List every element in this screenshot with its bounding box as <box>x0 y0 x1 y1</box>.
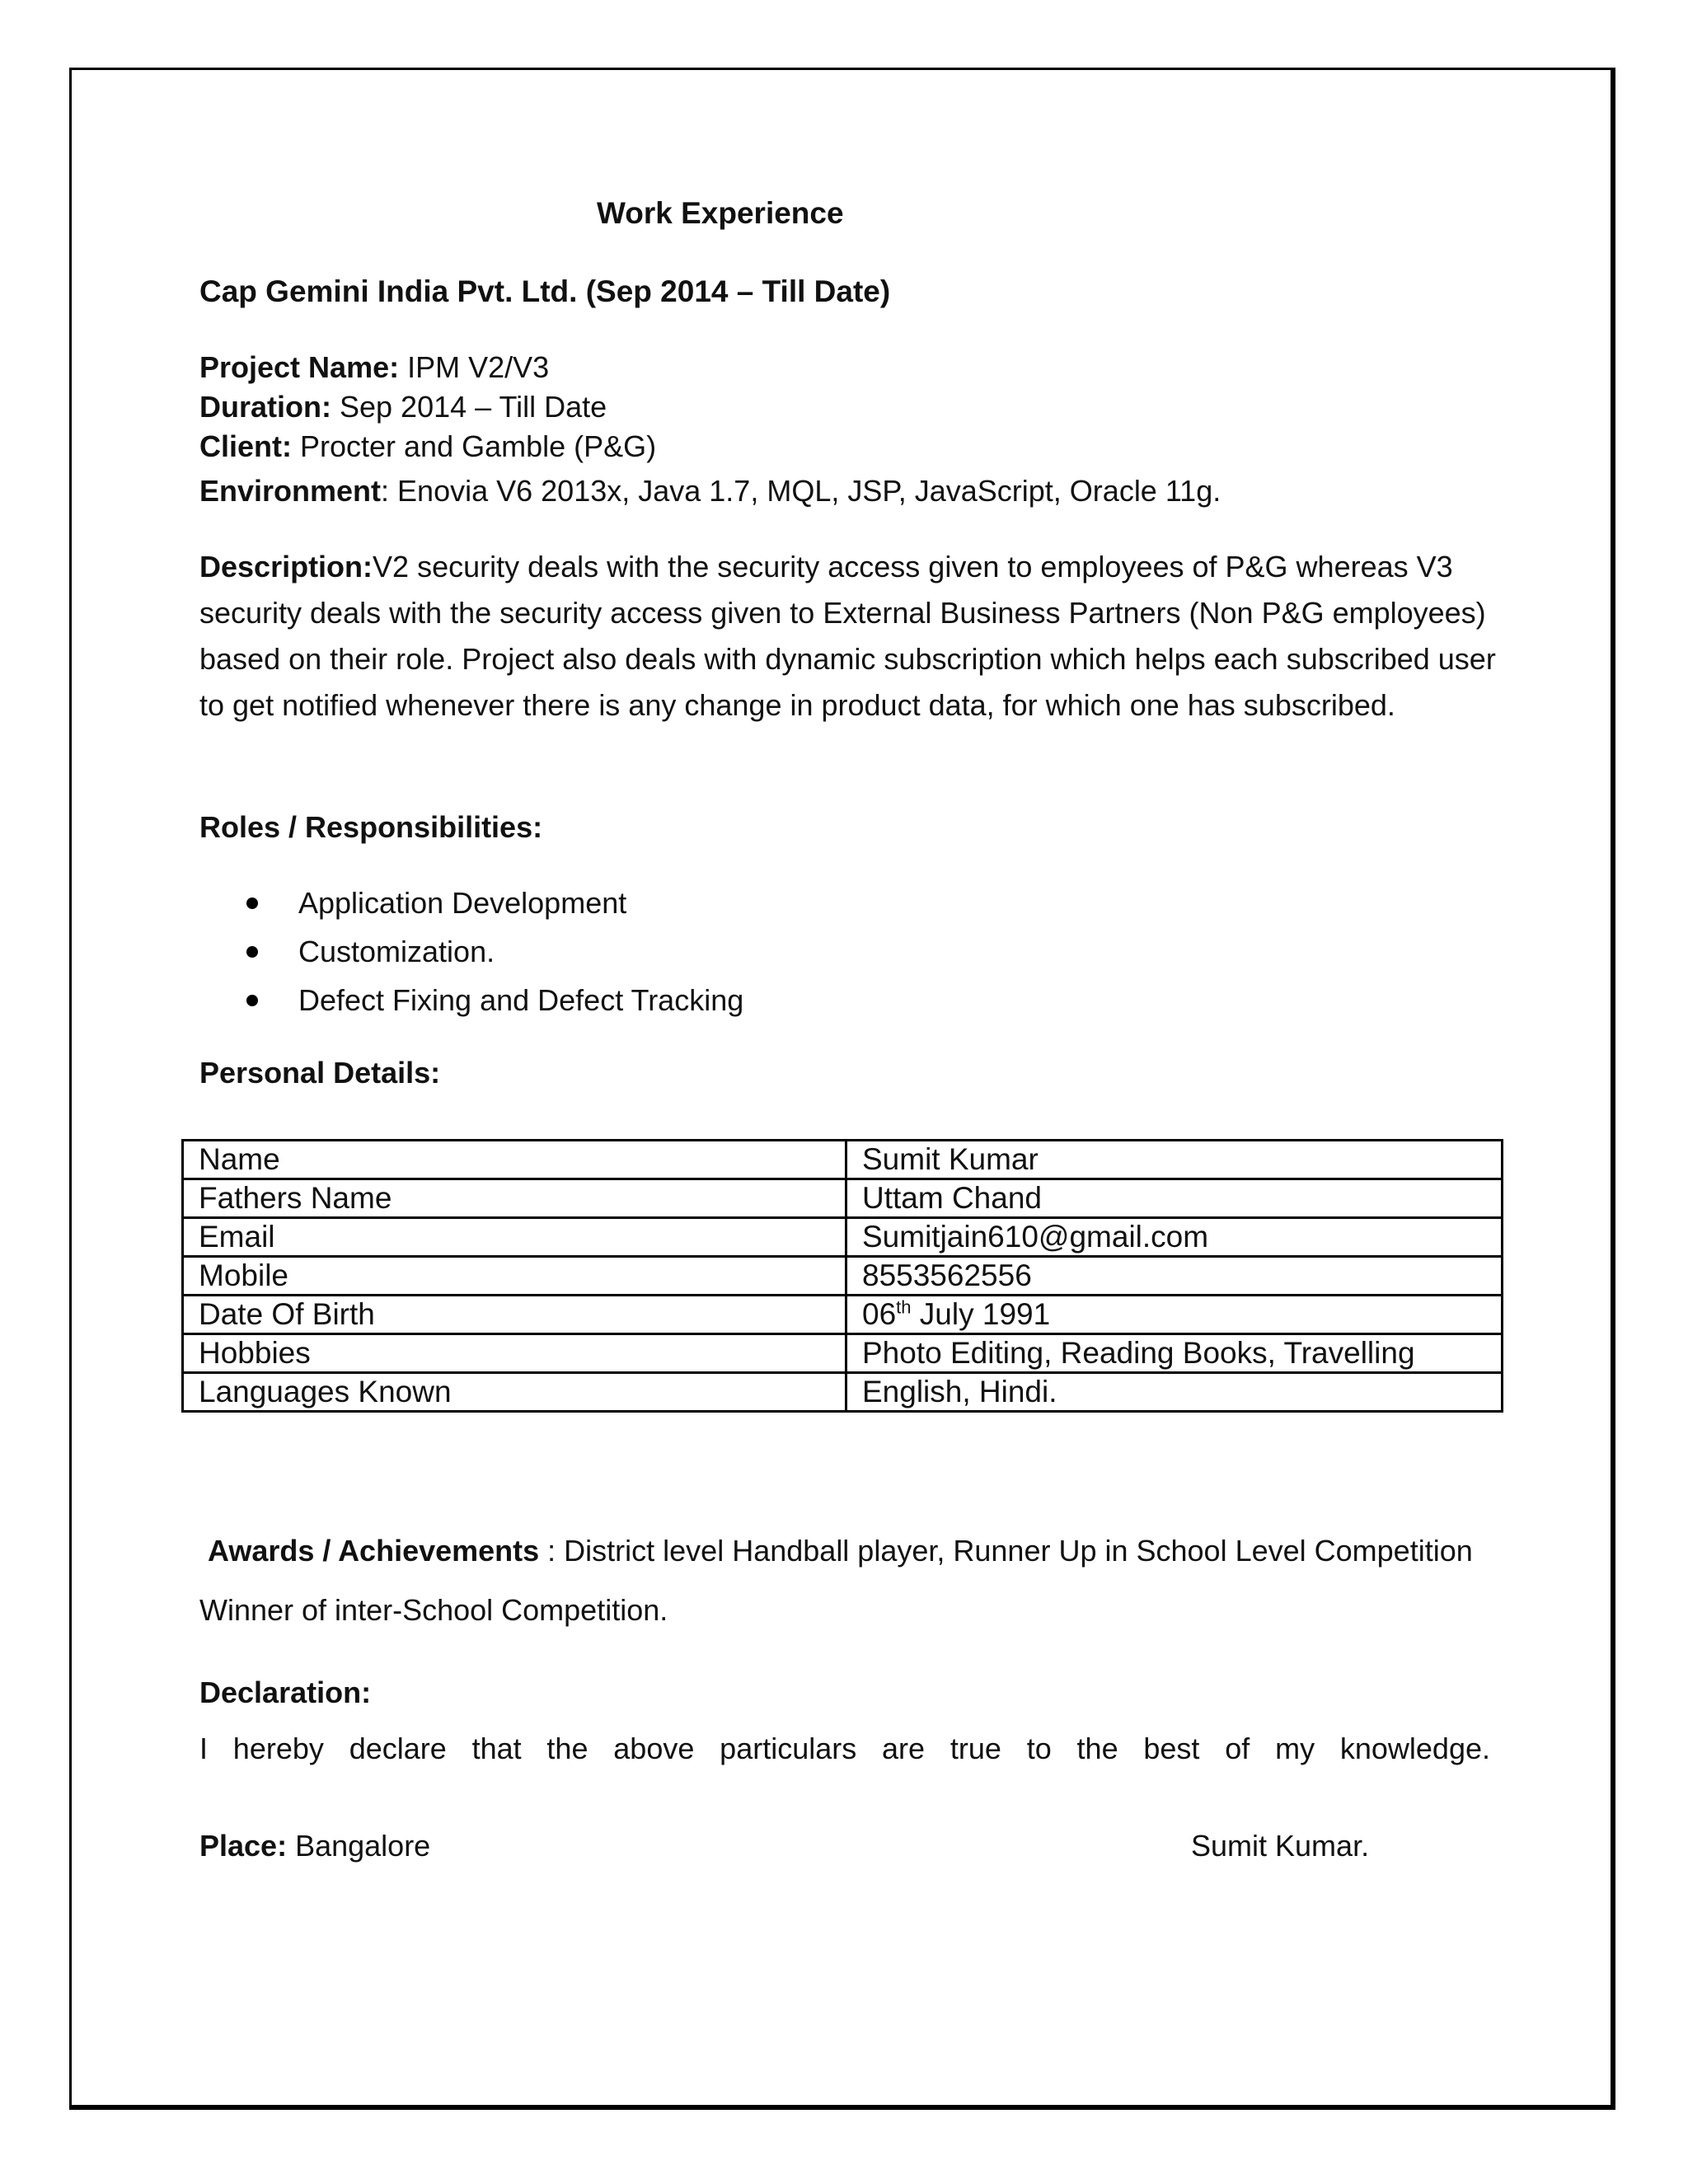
environment-label: Environment <box>199 474 382 508</box>
duration-line <box>199 387 1221 427</box>
environment-value: : Enovia V6 2013x, Java 1.7, MQL, JSP, JavaScript, Oracle 11g. <box>381 474 1221 508</box>
description-label: Description: <box>199 550 373 583</box>
section-title: Work Experience <box>597 196 844 230</box>
description-text: V2 security deals with the security access given to employees of P&G whereas V3 security deals with the security access given to External Business Partners (Non P&G employees) based on their role. Project also deals with dynamic subscription which helps each subscribed user to get notified whenever there is any change in product data, for which one has subscribed. <box>199 550 1496 722</box>
project-name-line <box>199 348 1221 387</box>
declaration-heading: Declaration: <box>199 1675 372 1709</box>
list-item <box>199 879 743 927</box>
table-row <box>183 1257 1503 1296</box>
table-row <box>183 1179 1503 1218</box>
detail-label: Mobile <box>183 1257 846 1296</box>
project-name-value: IPM V2/V3 <box>399 350 550 384</box>
client-line <box>199 427 1221 466</box>
detail-value: English, Hindi. <box>846 1373 1503 1412</box>
roles-list <box>199 879 743 1024</box>
client-value: Procter and Gamble (P&G) <box>292 429 657 463</box>
role-text: Application Development <box>298 886 627 920</box>
personal-details-heading: Personal Details: <box>199 1056 441 1090</box>
detail-value: Photo Editing, Reading Books, Travelling <box>846 1334 1503 1373</box>
detail-value <box>846 1296 1503 1334</box>
detail-label: Languages Known <box>183 1373 846 1412</box>
bullet-icon <box>246 898 258 909</box>
roles-heading: Roles / Responsibilities: <box>199 810 543 844</box>
project-info <box>199 348 1221 514</box>
detail-value: 8553562556 <box>846 1257 1503 1296</box>
detail-value: Sumitjain610@gmail.com <box>846 1218 1503 1257</box>
role-text: Customization. <box>298 935 495 968</box>
role-text: Defect Fixing and Defect Tracking <box>298 983 744 1017</box>
detail-label: Name <box>183 1141 846 1179</box>
list-item <box>199 927 743 976</box>
detail-value: Uttam Chand <box>846 1179 1503 1218</box>
bullet-icon <box>246 946 258 958</box>
project-description <box>199 544 1502 729</box>
awards-section <box>199 1521 1518 1640</box>
declaration-text: I hereby declare that the above particulars are true to the best of my knowledge. <box>199 1732 1490 1765</box>
detail-label: Fathers Name <box>183 1179 846 1218</box>
detail-value: Sumit Kumar <box>846 1141 1503 1179</box>
awards-text: : District level Handball player, Runner Up in School Level Competition Winner of inter-School Competition. <box>199 1534 1473 1627</box>
dob-rest: July 1991 <box>911 1297 1051 1331</box>
project-name-label: Project Name: <box>199 350 400 384</box>
detail-label: Email <box>183 1218 846 1257</box>
awards-label: Awards / Achievements <box>208 1534 540 1568</box>
table-row <box>183 1373 1503 1412</box>
table-row <box>183 1141 1503 1179</box>
table-row <box>183 1218 1503 1257</box>
duration-value: Sep 2014 – Till Date <box>331 390 607 424</box>
list-item <box>199 976 743 1024</box>
detail-label: Date Of Birth <box>183 1296 846 1334</box>
place-value: Bangalore <box>287 1829 431 1863</box>
dob-ordinal: th <box>896 1296 912 1318</box>
duration-label: Duration: <box>199 390 331 424</box>
table-row <box>183 1296 1503 1334</box>
bullet-icon <box>246 995 258 1006</box>
environment-line <box>199 468 1221 514</box>
signature-name: Sumit Kumar. <box>1191 1829 1370 1863</box>
place-label: Place: <box>199 1829 288 1863</box>
dob-day: 06 <box>862 1297 897 1331</box>
table-row <box>183 1334 1503 1373</box>
personal-details-table <box>181 1139 1503 1413</box>
detail-label: Hobbies <box>183 1334 846 1373</box>
client-label: Client: <box>199 429 292 463</box>
place-line <box>199 1826 430 1866</box>
company-line: Cap Gemini India Pvt. Ltd. (Sep 2014 – Till Date) <box>199 274 891 308</box>
